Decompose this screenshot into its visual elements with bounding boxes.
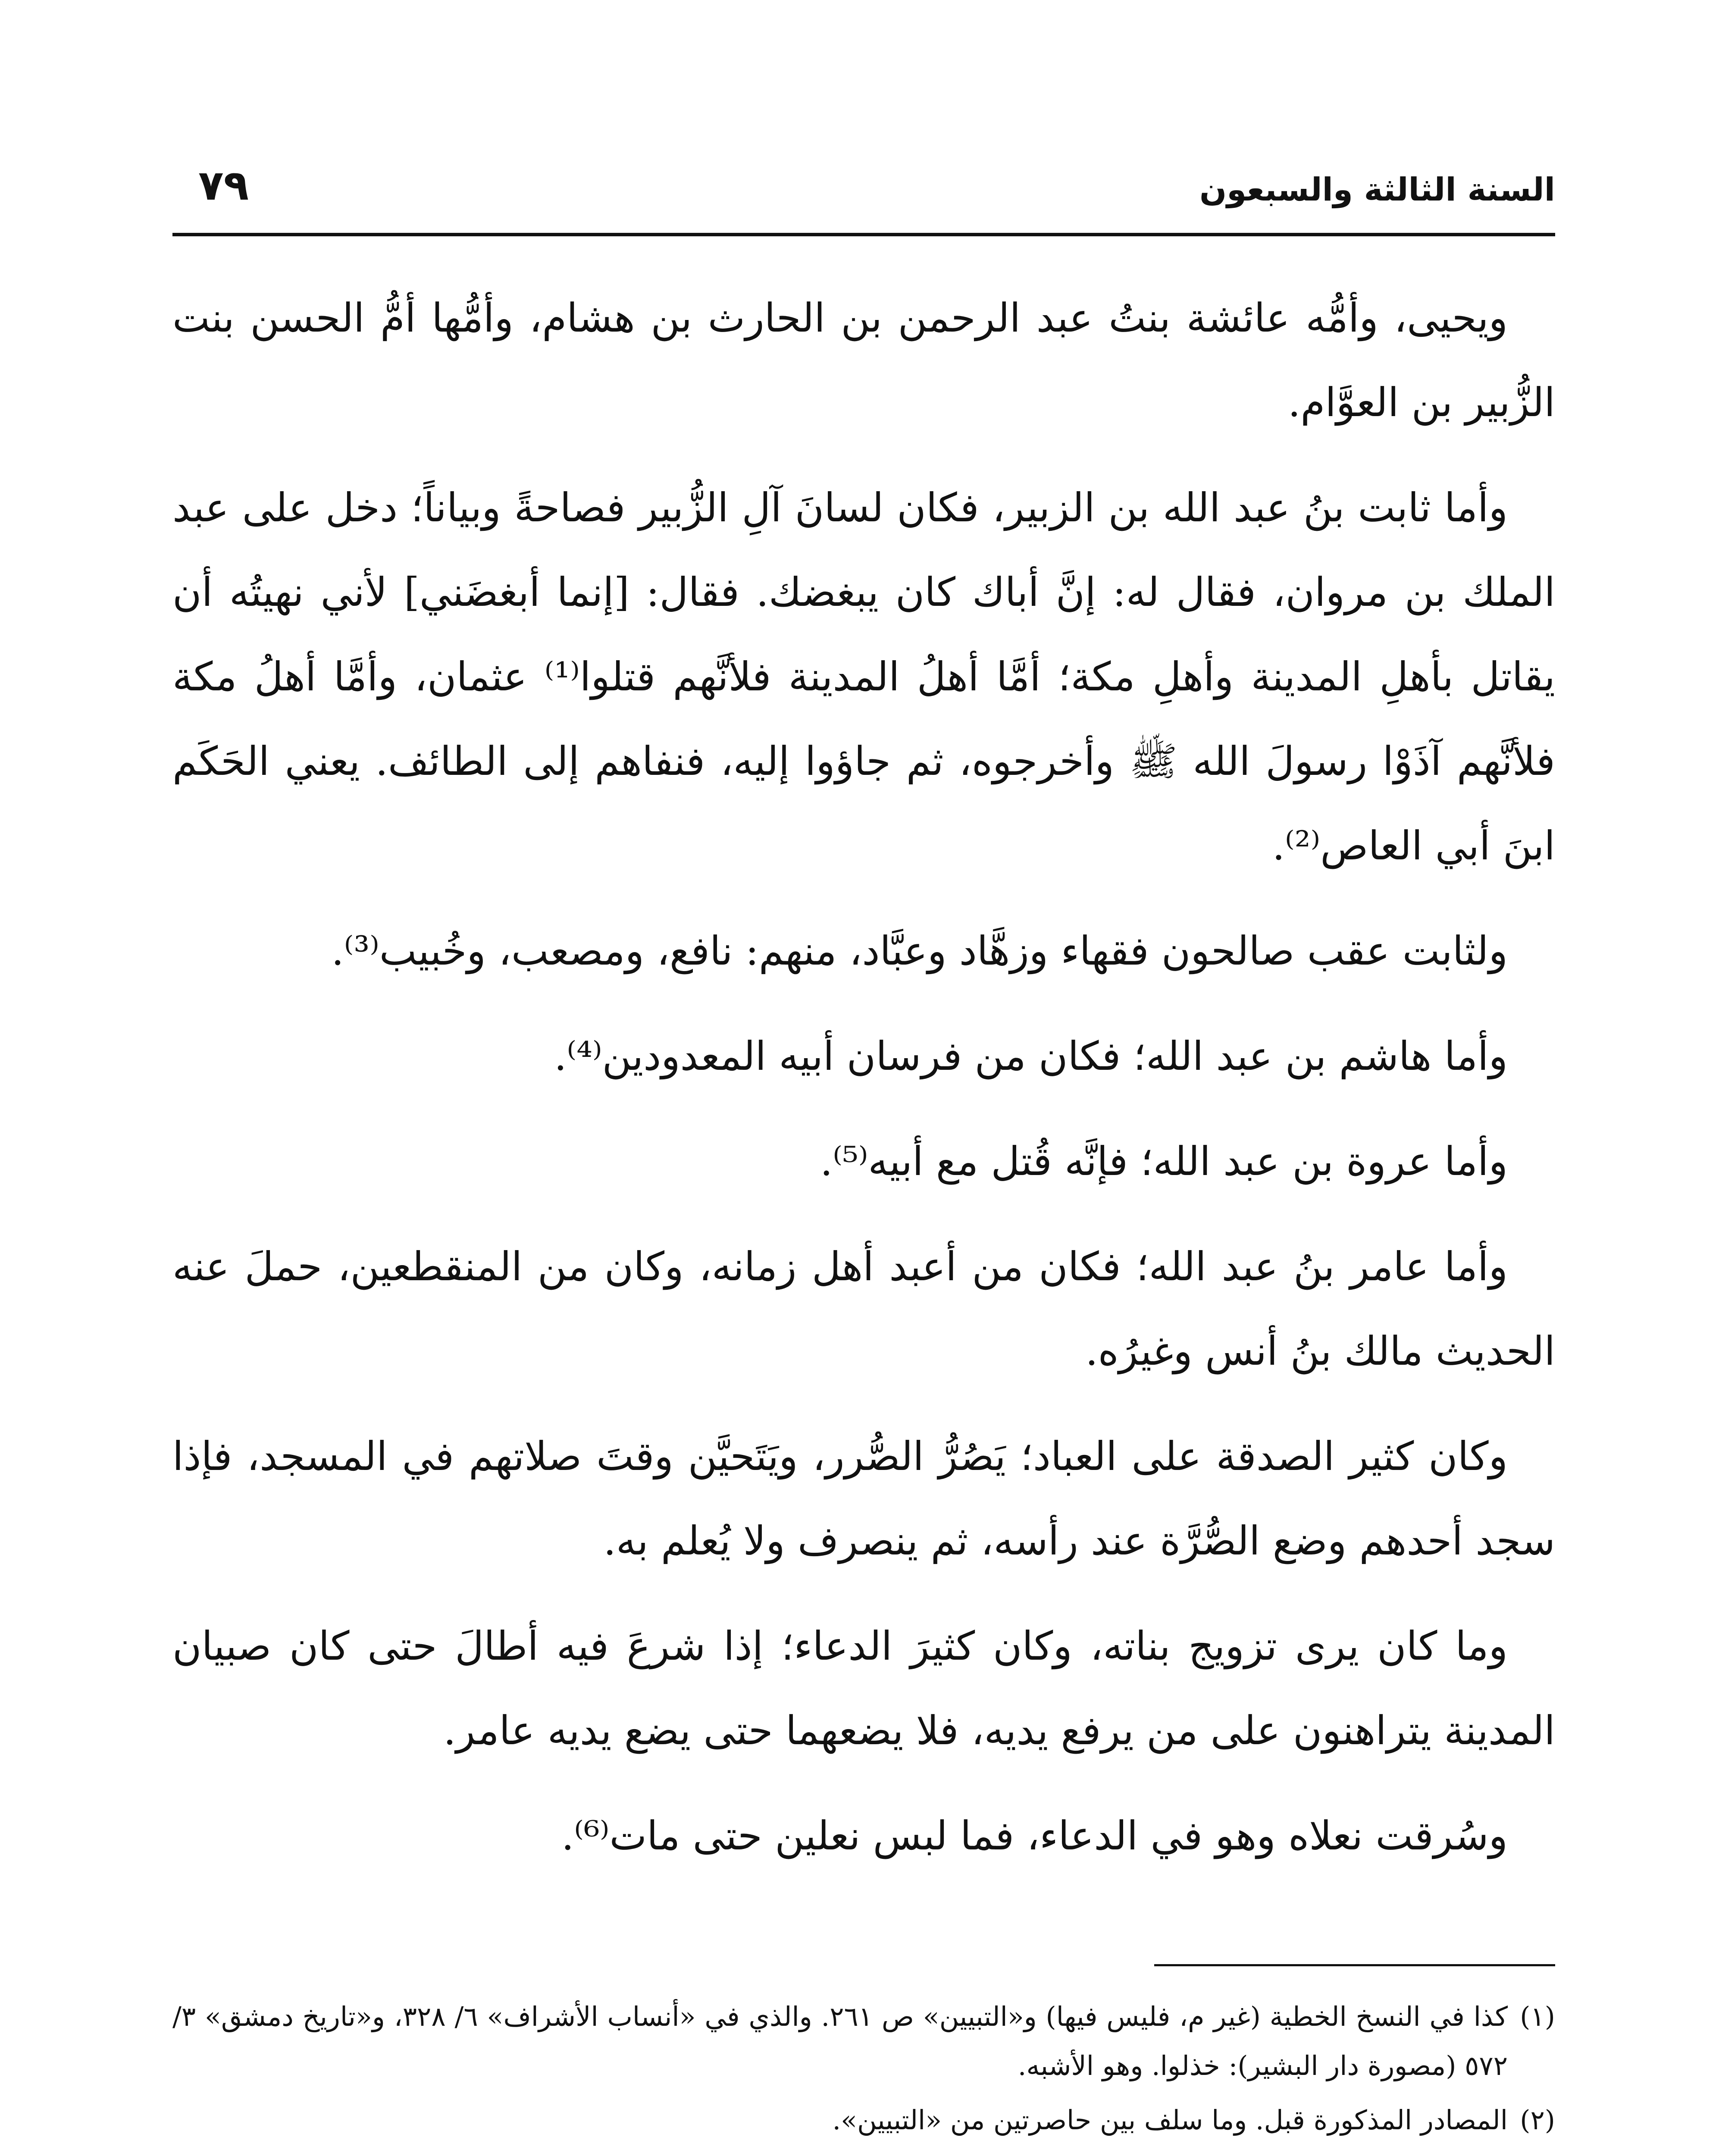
footnote-text: كذا في النسخ الخطية (غير م، فليس فيها) و«التبيين» ص ٢٦١. والذي في «أنساب الأشراف» ٦/ ٣٢٨، و«تاريخ دمشق» ٣/ ٥٧٢ (مصورة دار البشير): خذلوا. وهو الأشبه. [172, 2001, 1508, 2081]
paragraph: وكان كثير الصدقة على العباد؛ يَصُرُّ الصُّرر، ويَتَحيَّن وقتَ صلاتهم في المسجد، فإذا سجد أحدهم وضع الصُّرَّة عند رأسه، ثم ينصرف ولا يُعلم به. [172, 1433, 1555, 1564]
footnote-text: المصادر المذكورة قبل. وما سلف بين حاصرتين من «التبيين». [832, 2104, 1508, 2136]
footnote-number: (٢) [1520, 2104, 1555, 2136]
header-rule [172, 233, 1555, 236]
footnote [172, 2150, 1555, 2156]
footnote [172, 1992, 1555, 2090]
footnotes [172, 1992, 1555, 2156]
paragraph: وأما عروة بن عبد الله؛ فإنَّه قُتل مع أبيه⁽⁵⁾. [820, 1138, 1508, 1185]
paragraph: وأما عامر بنُ عبد الله؛ فكان من أعبد أهل زمانه، وكان من المنقطعين، حملَ عنه الحديث مالك بنُ أنس وغيرُه. [172, 1244, 1555, 1374]
paragraph: ويحيى، وأمُّه عائشة بنتُ عبد الرحمن بن الحارث بن هشام، وأمُّها أمُّ الحسن بنت الزُّبير بن العوَّام. [172, 295, 1555, 426]
footnote-separator [1154, 1964, 1555, 1966]
page-header [172, 155, 1555, 224]
main-text [172, 276, 1555, 1899]
paragraph: ولثابت عقب صالحون فقهاء وزهَّاد وعبَّاد، منهم: نافع، ومصعب، وخُبيب⁽³⁾. [331, 928, 1508, 974]
paragraph: وما كان يرى تزويج بناته، وكان كثيرَ الدعاء؛ إذا شرعَ فيه أطالَ حتى كان صبيان المدينة يتراهنون على من يرفع يديه، فلا يضعهما حتى يضع يديه عامر. [172, 1623, 1555, 1754]
running-head: السنة الثالثة والسبعون [1199, 171, 1555, 208]
paragraph: وأما ثابت بنُ عبد الله بن الزبير، فكان لسانَ آلِ الزُّبير فصاحةً وبياناً؛ دخل على عبد الملك بن مروان، فقال له: إنَّ أباك كان يبغضك. فقال: [إنما أبغضَني] لأني نهيتُه أن يقاتل بأهلِ المدينة وأهلِ مكة؛ أمَّا أهلُ المدينة فلأنَّهم قتلوا⁽¹⁾ عثمان، وأمَّا أهلُ مكة فلأنَّهم آذَوْا رسولَ الله ﷺ وأخرجوه، ثم جاؤوا إليه، فنفاهم إلى الطائف. يعني الحَكَم ابنَ أبي العاص⁽²⁾. [172, 485, 1555, 869]
paragraph: وأما هاشم بن عبد الله؛ فكان من فرسان أبيه المعدودين⁽⁴⁾. [554, 1033, 1508, 1079]
footnote-number: (١) [1520, 2001, 1555, 2032]
footnote [172, 2096, 1555, 2145]
paragraph: وسُرقت نعلاه وهو في الدعاء، فما لبس نعلين حتى مات⁽⁶⁾. [561, 1813, 1508, 1859]
page-number: ٧٩ [198, 161, 249, 210]
footnote-number [1508, 2150, 1555, 2156]
